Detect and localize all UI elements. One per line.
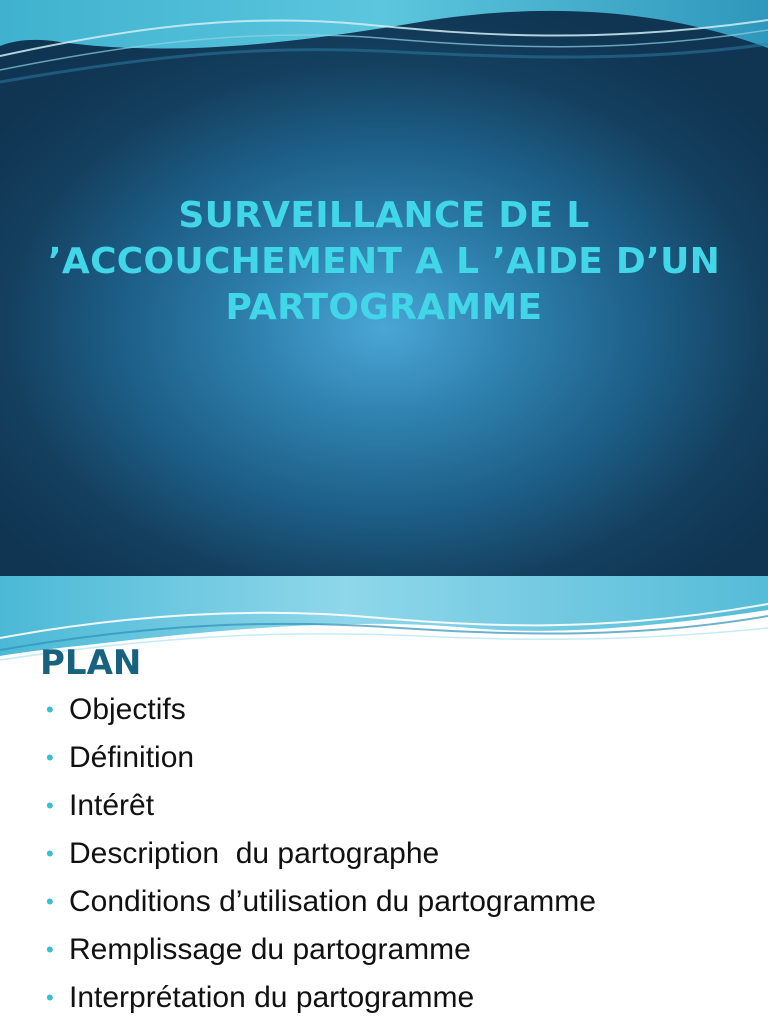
bullet-icon: • bbox=[46, 697, 54, 722]
list-item-label: Intérêt bbox=[69, 789, 155, 822]
list-item bbox=[0, 734, 596, 782]
slide-title: SURVEILLANCE DE L ’ACCOUCHEMENT A L ’AIDE D’UN PARTOGRAMME bbox=[47, 195, 721, 328]
list-item bbox=[0, 878, 596, 926]
list-item-label: Conditions d’utilisation du partogramme bbox=[69, 885, 596, 918]
list-item bbox=[0, 830, 596, 878]
bullet-icon: • bbox=[46, 745, 54, 770]
plan-slide bbox=[0, 576, 768, 1024]
top-wave-decoration bbox=[0, 0, 768, 110]
list-item bbox=[0, 782, 596, 830]
list-item-label: Remplissage du partogramme bbox=[69, 933, 471, 966]
list-item-label: Définition bbox=[69, 741, 195, 774]
bullet-icon: • bbox=[46, 793, 54, 818]
list-item bbox=[0, 974, 596, 1022]
plan-heading: PLAN bbox=[40, 643, 142, 683]
bullet-icon: • bbox=[46, 937, 54, 962]
plan-list bbox=[0, 686, 596, 1022]
list-item bbox=[0, 686, 596, 734]
list-item-label: Interprétation du partogramme bbox=[69, 981, 475, 1014]
bullet-icon: • bbox=[46, 841, 54, 866]
list-item-label: Objectifs bbox=[69, 693, 186, 726]
list-item-label: Description du partographe bbox=[69, 837, 440, 870]
bullet-icon: • bbox=[46, 985, 54, 1010]
bullet-icon: • bbox=[46, 889, 54, 914]
list-item bbox=[0, 926, 596, 974]
